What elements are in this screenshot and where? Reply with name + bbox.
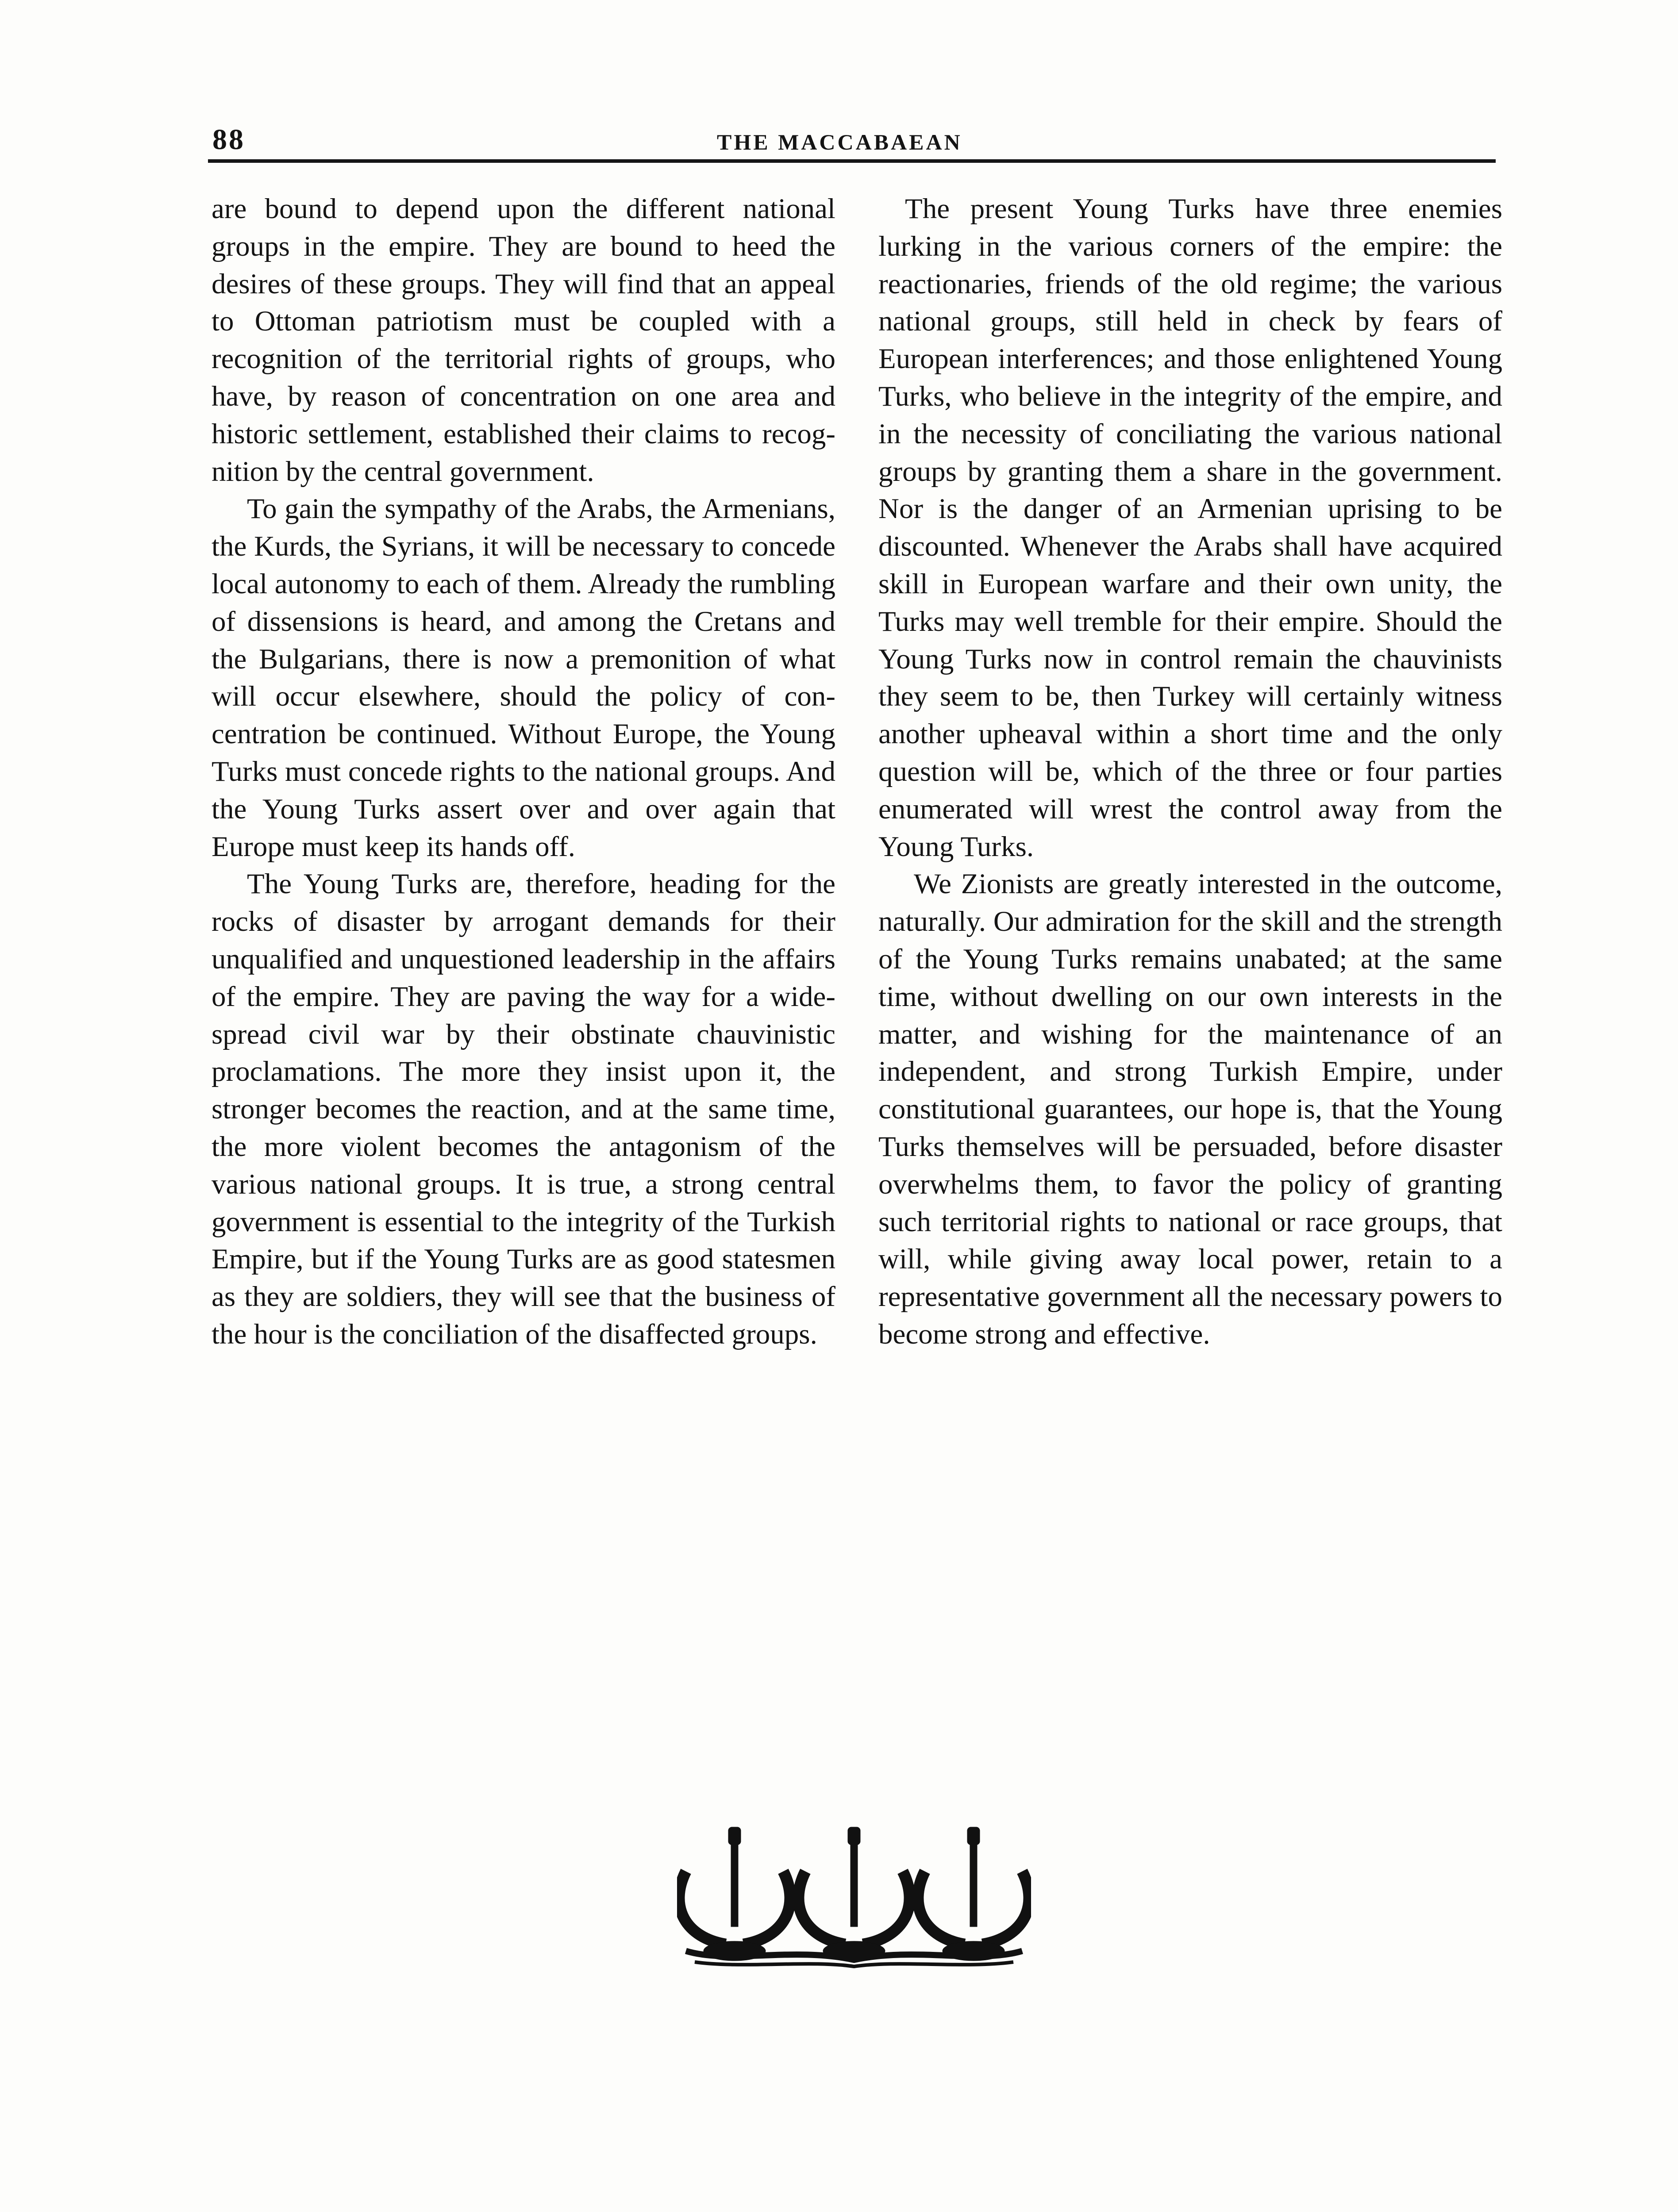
running-head: THE MACCABAEAN [717, 130, 962, 154]
right-column [878, 190, 1502, 1353]
left-paragraph-2: To gain the sympathy of the Arabs, the Armenians, the Kurds, the Syrians, it will be necessary to concede local autonomy to each of them. Already the rumbling of dissensions is heard, and among the Cretans and the Bulgarians, there is now a premonition of what will occur elsewhere, should the policy of concentration be continued. Without Europe, the Young Turks must concede rights to the national groups. And the Young Turks assert over and over again that Europe must keep its hands off. [212, 493, 835, 863]
left-column [212, 190, 835, 1353]
left-paragraph-1: are bound to depend upon the different national groups in the empire. They are bound to heed the desires of these groups. They will find that an appeal to Ottoman patriotism must be coupled with a recognition of the territorial rights of groups, who have, by reason of concentration on one area and historic settlement, established their claims to recognition by the central government. [212, 193, 835, 488]
right-paragraph-1: The present Young Turks have three enemies lurking in the various corners of the empire: the reactionaries, friends of the old regime; the various national groups, still held in check by fears of European interferences; and those enlightened Young Turks, who believe in the integrity of the empire, and in the necessity of conciliating the various national groups by granting them a share in the government. Nor is the danger of an Armenian uprising to be discounted. Whenever the Arabs shall have acquired skill in European warfare and their own unity, the Turks may well tremble for their empire. Should the Young Turks now in control remain the chauvinists they seem to be, then Turkey will certainly witness another upheaval within a short time and the only question will be, which of the three or four parties enumerated will wrest the control away from the Young Turks. [878, 193, 1502, 863]
page-header [208, 119, 1496, 164]
header-rule [208, 159, 1496, 163]
left-paragraph-3: The Young Turks are, therefore, heading for the rocks of disaster by arrogant demands for their unqualified and unquestioned leadership in the affairs of the empire. They are paving the way for a wide-spread civil war by their obstinate chauvinistic proclamations. The more they insist upon it, the stronger becomes the reaction, and at the same time, the more violent becomes the antagonism of the various national groups. It is true, a strong central government is essential to the integrity of the Turkish Empire, but if the Young Turks are as good statesmen as they are soldiers, they will see that the business of the hour is the conciliation of the disaffected groups. [212, 868, 835, 1350]
torch-wreath-ornament-icon [677, 1818, 1031, 1969]
right-paragraph-2: We Zionists are greatly interested in the outcome, naturally. Our admiration for the skill and the strength of the Young Turks remains unabated; at the same time, without dwelling on our own interests in the matter, and wishing for the maintenance of an independent, and strong Turkish Empire, under constitutional guarantees, our hope is, that the Young Turks themselves will be persuaded, before disaster overwhelms them, to favor the policy of granting such territorial rights to national or race groups, that will, while giving away local power, retain to a representative government all the necessary powers to become strong and effective. [878, 868, 1502, 1350]
page-number: 88 [212, 123, 245, 156]
